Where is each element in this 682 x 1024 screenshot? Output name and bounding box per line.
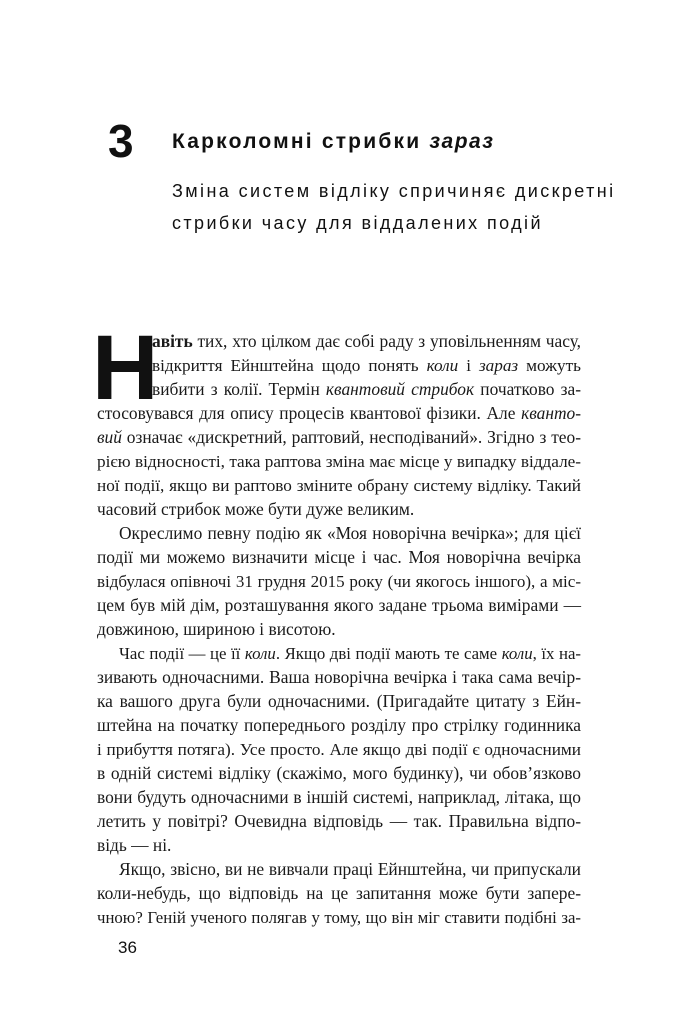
text-line bbox=[97, 738, 581, 762]
text-span: , їх на- bbox=[532, 644, 581, 663]
text-line bbox=[152, 354, 581, 378]
text-line bbox=[152, 378, 581, 402]
chapter-title-main: Карколомні стрибки bbox=[172, 130, 422, 153]
text-span: події ми можемо визначити місце і час. Моя новорічна вечірка bbox=[97, 547, 581, 567]
text-span: ної події, якщо ви раптово зміните обрану систему відліку. Такий bbox=[97, 476, 581, 495]
text-line bbox=[97, 786, 581, 810]
text-span: тих, хто цілком дає собі раду з уповільненням часу, bbox=[192, 331, 581, 351]
text-span: часовий стрибок може бути дуже великим. bbox=[97, 499, 415, 519]
chapter-title-italic: зараз bbox=[429, 130, 495, 153]
text-italic: коли bbox=[426, 356, 459, 375]
text-italic: коли bbox=[501, 644, 533, 663]
text-italic: коли bbox=[244, 644, 276, 663]
text-span: . Якщо дві події мають те саме bbox=[275, 644, 502, 663]
text-line bbox=[152, 330, 581, 354]
text-span: чною? Геній ученого полягав у тому, що він міг ставити подібні за- bbox=[97, 908, 581, 927]
text-span: вибити з колії. Термін bbox=[152, 379, 326, 399]
page-number: 36 bbox=[118, 938, 137, 957]
text-span: ка вашого друга були одночасними. (Пригадайте цитату з Ейн- bbox=[97, 691, 581, 711]
text-line bbox=[97, 450, 581, 474]
text-line bbox=[97, 474, 581, 498]
text-italic: вий bbox=[97, 427, 122, 447]
text-line bbox=[97, 618, 581, 642]
text-span: означає «дискретний, раптовий, несподіваний». Згідно з тео- bbox=[121, 427, 581, 447]
chapter-number: 3 bbox=[108, 115, 134, 167]
drop-cap: Н bbox=[92, 317, 159, 419]
text-span: зивають одночасними. Ваша новорічна вечірка і така сама вечір- bbox=[97, 667, 581, 687]
text-bold: авіть bbox=[152, 331, 193, 351]
text-line bbox=[97, 906, 581, 930]
text-italic: кванто- bbox=[521, 403, 581, 423]
text-span: відбулася опівночі 31 грудня 2015 року (чи якогось іншого), а міс- bbox=[97, 572, 581, 591]
text-line bbox=[97, 810, 581, 834]
text-span: коли-небудь, що відповідь на це запитання може бути запере- bbox=[97, 883, 581, 903]
text-span: Час події — це її bbox=[119, 644, 245, 663]
text-span: штейна на початку попереднього розділу про стрілку годинника bbox=[97, 715, 581, 735]
subtitle-line: стрибки часу для віддалених подій bbox=[172, 213, 543, 233]
text-line bbox=[97, 546, 581, 570]
text-line bbox=[97, 834, 581, 858]
text-line bbox=[97, 570, 581, 594]
text-line bbox=[97, 402, 581, 426]
text-italic: зараз bbox=[478, 356, 519, 375]
text-span: стосовувався для опису процесів квантової фізики. Але bbox=[97, 403, 522, 423]
text-span: довжиною, шириною і висотою. bbox=[97, 619, 336, 639]
text-line bbox=[97, 690, 581, 714]
text-span: Якщо, звісно, ви не вивчали праці Ейнштейна, чи припускали bbox=[119, 859, 581, 879]
text-line bbox=[97, 594, 581, 618]
text-line bbox=[119, 642, 581, 666]
text-line bbox=[119, 522, 581, 546]
text-span: вони будуть одночасними в іншій системі, наприклад, літака, що bbox=[97, 787, 581, 807]
text-line bbox=[97, 762, 581, 786]
text-italic: квантовий стрибок bbox=[325, 379, 475, 399]
text-span: цем був мій дім, розташування якого задане трьома вимірами — bbox=[97, 595, 581, 615]
text-line bbox=[97, 426, 581, 450]
text-span: в одній системі відліку (скажімо, мого будинку), чи обов’язково bbox=[97, 763, 581, 783]
text-span: і прибуття потяга). Усе просто. Але якщо дві події є одночасними bbox=[97, 740, 581, 759]
text-span: летить у повітрі? Очевидна відповідь — так. Правильна відпо- bbox=[97, 811, 581, 831]
text-span: і bbox=[458, 356, 479, 375]
text-span: відь — ні. bbox=[97, 835, 172, 855]
text-line bbox=[97, 714, 581, 738]
subtitle-line: Зміна систем відліку спричиняє дискретні bbox=[172, 181, 616, 201]
text-line bbox=[97, 882, 581, 906]
text-span: відкриття Ейнштейна щодо понять bbox=[152, 356, 427, 375]
text-line bbox=[119, 858, 581, 882]
text-line bbox=[97, 498, 581, 522]
text-line bbox=[97, 666, 581, 690]
text-span: початково за- bbox=[474, 379, 581, 399]
text-span: можуть bbox=[518, 356, 581, 375]
text-span: рією відносності, така раптова зміна має місце у випадку віддале- bbox=[97, 452, 581, 471]
text-span: Окреслимо певну подію як «Моя новорічна вечірка»; для цієї bbox=[119, 523, 581, 543]
